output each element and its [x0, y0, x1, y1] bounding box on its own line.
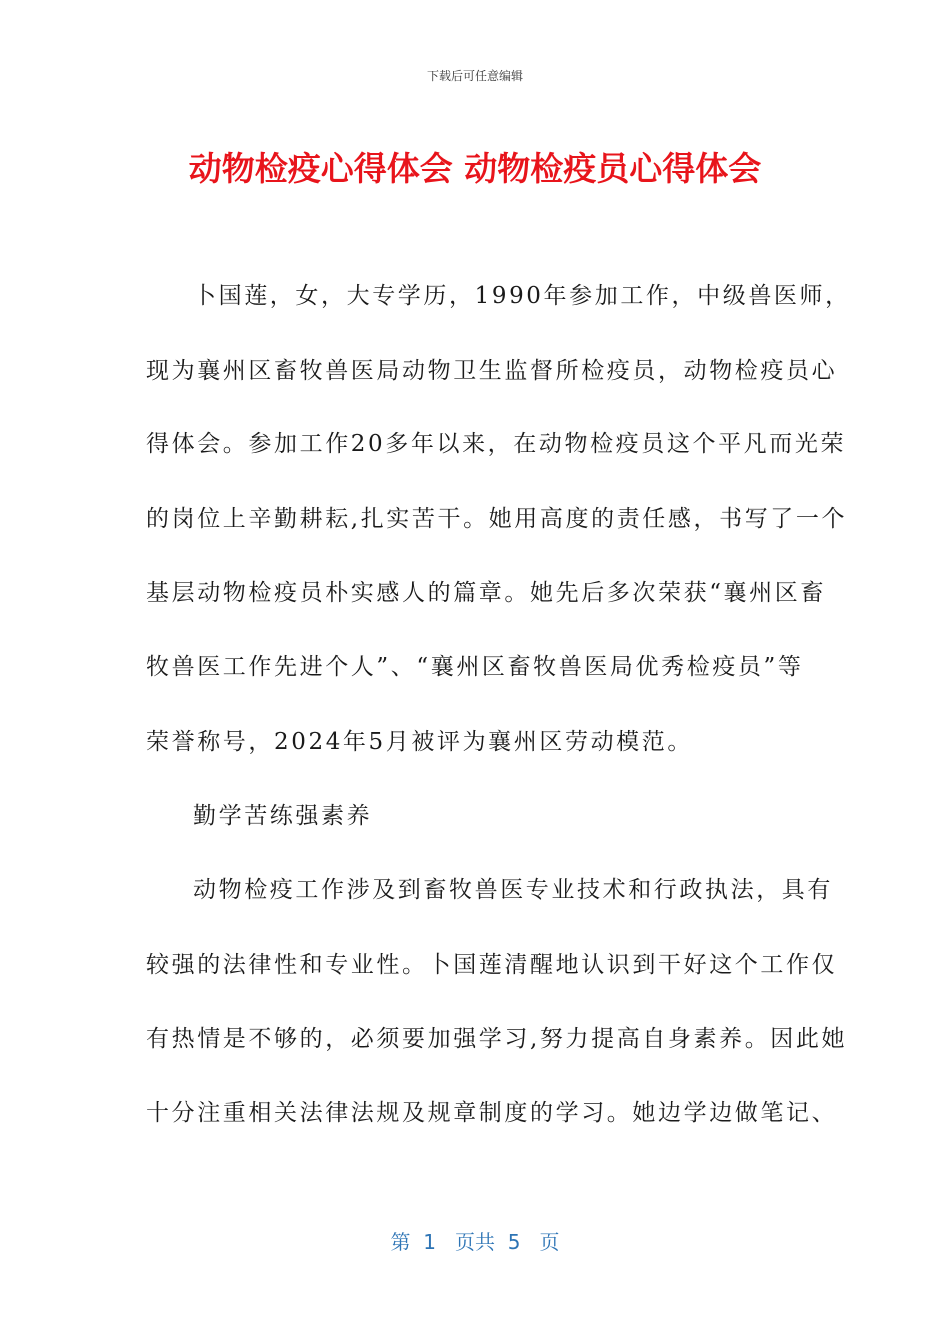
- paragraph-line: 得体会。参加工作20多年以来，在动物检疫员这个平凡而光荣: [146, 431, 847, 457]
- header-note: 下载后可任意编辑: [426, 69, 523, 83]
- paragraph-line: 基层动物检疫员朴实感人的篇章。她先后多次荣获“襄州区畜: [146, 580, 826, 606]
- paragraph-line: 动物检疫工作涉及到畜牧兽医专业技术和行政执法，具有: [193, 877, 833, 903]
- paragraph-line: 牧兽医工作先进个人”、“襄州区畜牧兽医局优秀检疫员”等: [146, 654, 804, 680]
- paragraph-line: 荣誉称号，2024年5月被评为襄州区劳动模范。: [146, 729, 693, 755]
- paragraph-line: 十分注重相关法律法规及规章制度的学习。她边学边做笔记、: [146, 1100, 838, 1126]
- section-heading: 勤学苦练强素养: [193, 803, 373, 829]
- paragraph-line: 现为襄州区畜牧兽医局动物卫生监督所检疫员，动物检疫员心: [146, 358, 838, 384]
- paragraph-line: 卜国莲，女，大专学历，1990年参加工作，中级兽医师，: [193, 283, 851, 309]
- paragraph-line: 有热情是不够的，必须要加强学习,努力提高自身素养。因此她: [146, 1026, 848, 1052]
- page-number-footer: 第 1 页共 5 页: [390, 1230, 560, 1254]
- document-title: 动物检疫心得体会 动物检疫员心得体会: [188, 149, 762, 188]
- paragraph-line: 较强的法律性和专业性。卜国莲清醒地认识到干好这个工作仅: [146, 952, 838, 978]
- paragraph-line: 的岗位上辛勤耕耘,扎实苦干。她用高度的责任感，书写了一个: [146, 506, 848, 532]
